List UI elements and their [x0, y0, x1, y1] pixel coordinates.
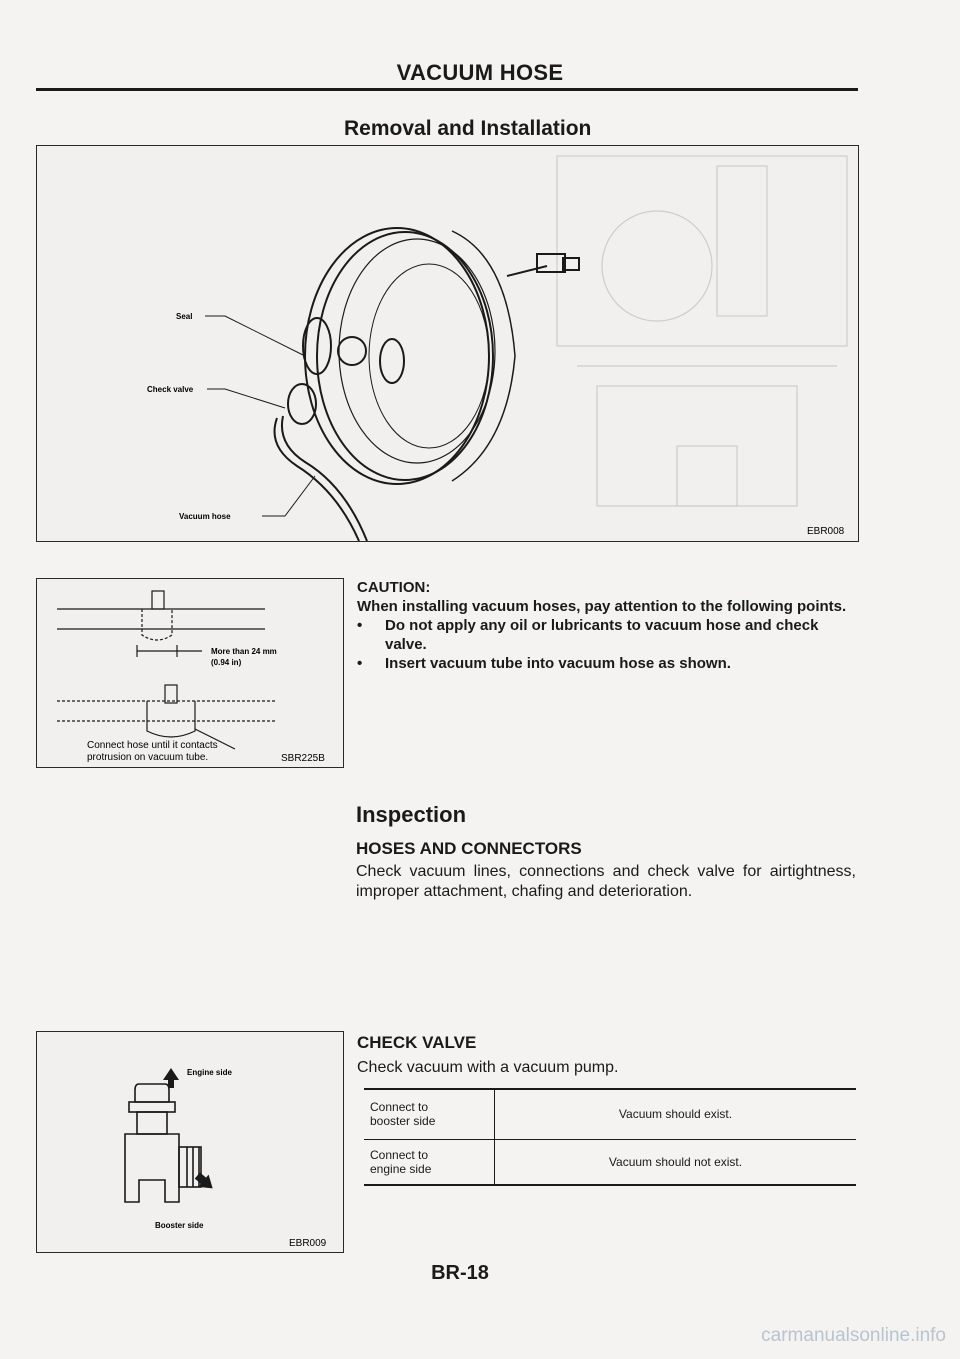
table-row	[364, 1139, 856, 1185]
booster-side-label: Booster side	[155, 1221, 204, 1230]
figure-check-valve	[36, 1031, 344, 1253]
check-valve-drawing	[37, 1032, 343, 1252]
arrow-down-icon	[192, 1169, 218, 1194]
title-rule	[36, 88, 858, 91]
condition-line1: Connect to	[370, 1100, 429, 1115]
bullet-icon: •	[357, 617, 363, 634]
condition-line2: booster side	[370, 1114, 436, 1129]
check-valve-text: Check vacuum with a vacuum pump.	[357, 1059, 619, 1076]
insertion-note-line2: protrusion on vacuum tube.	[87, 752, 209, 763]
caution-bullet	[357, 654, 857, 673]
caution-bullet	[357, 616, 857, 654]
table-cell-result: Vacuum should exist.	[618, 1107, 733, 1122]
caution-bullet-text: Insert vacuum tube into vacuum hose as shown.	[385, 655, 731, 672]
page-title: VACUUM HOSE	[396, 60, 564, 85]
caution-heading: CAUTION:	[357, 579, 431, 596]
table-cell-result: Vacuum should not exist.	[608, 1154, 743, 1169]
table-row	[364, 1089, 856, 1139]
figure-hose-insertion	[36, 578, 344, 768]
hoses-connectors-text: Check vacuum lines, connections and check valve for airtightness, improper attachment, chafing and deterioration.	[356, 863, 856, 900]
brake-booster-drawing	[37, 146, 858, 541]
figure-code-ebr008: EBR008	[807, 526, 845, 537]
watermark: carmanualsonline.info	[761, 1325, 946, 1346]
figure-code-sbr225b: SBR225B	[281, 753, 325, 764]
caution-intro: When installing vacuum hoses, pay attention to the following points.	[357, 598, 847, 615]
dimension-label: More than 24 mm	[211, 647, 277, 656]
insertion-note-line1: Connect hose until it contacts	[87, 740, 218, 751]
page-number: BR-18	[431, 1262, 489, 1284]
table-cell-condition	[364, 1139, 495, 1185]
engine-side-label: Engine side	[187, 1068, 232, 1077]
caution-bullet-text: Do not apply any oil or lubricants to vacuum hose and check valve.	[385, 617, 819, 653]
bullet-icon: •	[357, 655, 363, 672]
dimension-label-inches: (0.94 in)	[211, 658, 242, 667]
seal-label: Seal	[176, 312, 193, 321]
check-valve-table-wrap	[364, 1088, 856, 1186]
hose-insertion-drawing	[37, 579, 343, 767]
caution-block	[357, 578, 857, 673]
check-valve-heading: CHECK VALVE	[357, 1033, 477, 1052]
condition-line2: engine side	[370, 1161, 432, 1176]
figure-code-ebr009: EBR009	[289, 1238, 327, 1249]
condition-line1: Connect to	[370, 1147, 429, 1162]
section-title: Removal and Installation	[344, 117, 592, 140]
figure-brake-booster	[36, 145, 859, 542]
table-cell-condition	[364, 1089, 495, 1139]
hoses-connectors-heading: HOSES AND CONNECTORS	[356, 839, 582, 858]
check-valve-label: Check valve	[147, 385, 194, 394]
arrow-up-icon	[163, 1068, 179, 1088]
check-valve-table	[364, 1088, 856, 1186]
vacuum-hose-label: Vacuum hose	[179, 512, 231, 521]
inspection-heading: Inspection	[356, 802, 467, 827]
